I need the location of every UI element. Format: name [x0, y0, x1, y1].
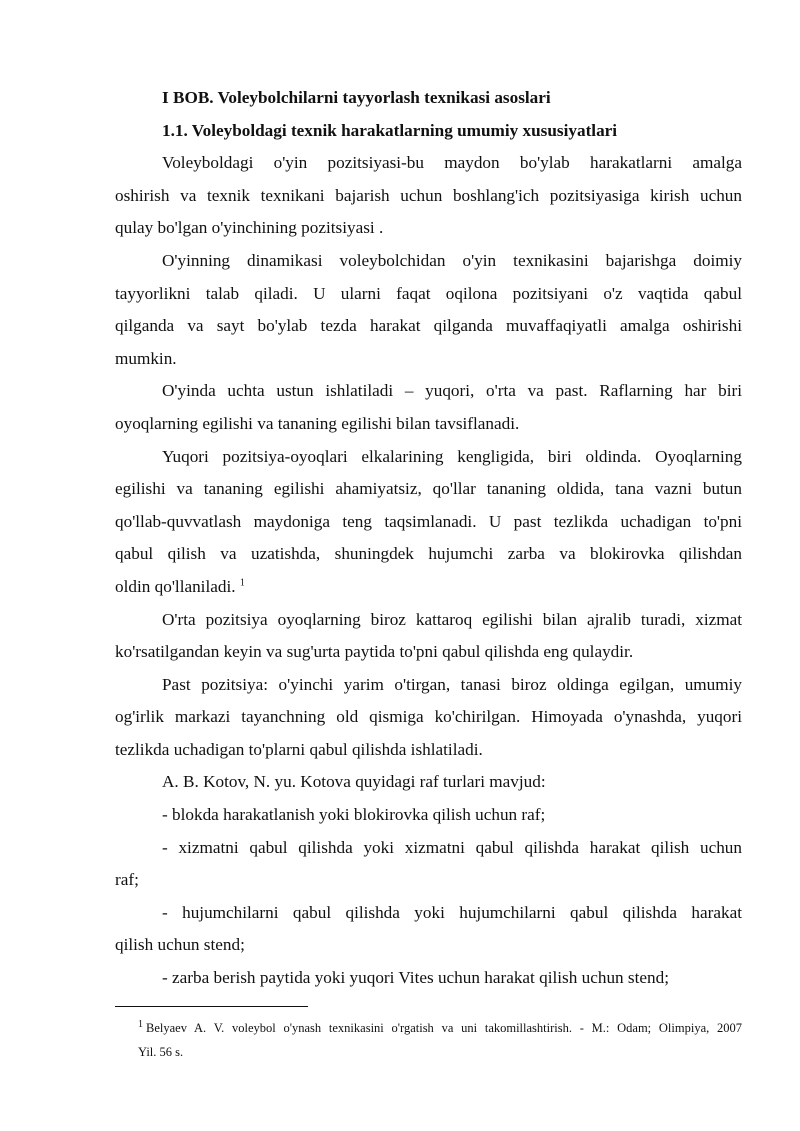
paragraph-line: [115, 604, 742, 637]
paragraph-text: qilganda va sayt bo'ylab tezda harakat qilganda muvaffaqiyatli amalga oshirishi: [115, 316, 742, 336]
footnote-line: [115, 1040, 742, 1064]
footnote-line: [115, 1016, 742, 1040]
paragraph-text: Yuqori pozitsiya-oyoqlari elkalarining kengligida, biri oldinda. Oyoqlarning: [162, 446, 742, 466]
paragraph-text: Past pozitsiya: o'yinchi yarim o'tirgan, tanasi biroz oldinga egilgan, umumiy: [162, 674, 742, 694]
paragraph-line: [115, 962, 742, 995]
paragraph-line: [115, 245, 742, 278]
paragraph-text: - zarba berish paytida yoki yuqori Vites uchun harakat qilish uchun stend;: [162, 968, 669, 988]
chapter-heading: I BOB. Voleybolchilarni tayyorlash texnikasi asoslari: [162, 88, 551, 107]
paragraph-text: ko'rsatilgandan keyin va sug'urta paytida to'pni qabul qilishda eng qulaydir.: [115, 642, 634, 662]
paragraph-line: [115, 180, 742, 213]
paragraph-line: [115, 147, 742, 180]
footnotes: [115, 1016, 742, 1064]
footnote-text: Yil. 56 s.: [138, 1045, 184, 1059]
paragraph-line: [115, 734, 742, 767]
paragraph-line: [115, 310, 742, 343]
paragraph-text: egilishi va tananing egilishi ahamiyatsiz, qo'llar tananing oldida, tana vazni butun: [115, 479, 742, 499]
footnote-text: Belyaev A. V. voleybol o'ynash texnikasini o'rgatish va uni takomillashtirish. - M.: Odam; Olimpiya, 2007: [146, 1021, 742, 1035]
paragraph-text: qabul qilish va uzatishda, shuningdek hujumchi zarba va blokirovka qilishdan: [115, 544, 742, 564]
paragraph-text: og'irlik markazi tayanchning old qismiga ko'chirilgan. Himoyada o'ynashda, yuqori: [115, 707, 742, 727]
paragraph-text: tezlikda uchadigan to'plarni qabul qilishda ishlatiladi.: [115, 739, 483, 759]
paragraph-line: [115, 669, 742, 702]
paragraph-line: [115, 441, 742, 474]
paragraph-line: [115, 506, 742, 539]
document-body: [115, 82, 742, 995]
paragraph-text: O'yinda uchta ustun ishlatiladi – yuqori, o'rta va past. Raflarning har biri: [162, 381, 742, 401]
paragraph-text: tayyorlikni talab qiladi. U ularni faqat oqilona pozitsiyani o'z vaqtida qabul: [115, 283, 742, 303]
footnote-separator: [115, 1006, 308, 1007]
paragraph-line: [115, 799, 742, 832]
paragraph-line: [115, 343, 742, 376]
paragraph-text: - blokda harakatlanish yoki blokirovka qilish uchun raf;: [162, 805, 546, 825]
paragraph-line: [115, 571, 742, 604]
paragraph-text: qo'llab-quvvatlash maydoniga teng taqsimlanadi. U past tezlikda uchadigan to'pni: [115, 511, 742, 531]
paragraph-line: [115, 408, 742, 441]
paragraph-line: [115, 636, 742, 669]
paragraph-line: [115, 929, 742, 962]
paragraph-text: mumkin.: [115, 348, 177, 368]
paragraphs: [115, 147, 742, 994]
footnote-reference: 1: [239, 577, 245, 589]
paragraph-text: oshirish va texnik texnikani bajarish uchun boshlang'ich pozitsiyasiga kirish uchun: [115, 185, 742, 205]
paragraph-text: oyoqlarning egilishi va tananing egilishi bilan tavsiflanadi.: [115, 413, 520, 433]
paragraph-line: [115, 832, 742, 865]
paragraph-line: [115, 375, 742, 408]
paragraph-text: A. B. Kotov, N. yu. Kotova quyidagi raf turlari mavjud:: [162, 772, 546, 792]
paragraph-text: qilish uchun stend;: [115, 935, 245, 955]
paragraph-text: qulay bo'lgan o'yinchining pozitsiyasi .: [115, 218, 384, 238]
paragraph-line: [115, 766, 742, 799]
section-heading: 1.1. Voleyboldagi texnik harakatlarning umumiy xususiyatlari: [162, 120, 618, 140]
paragraph-line: [115, 864, 742, 897]
paragraph-line: [115, 473, 742, 506]
paragraph-line: [115, 701, 742, 734]
paragraph-line: [115, 897, 742, 930]
paragraph-text: O'rta pozitsiya oyoqlarning biroz kattaroq egilishi bilan ajralib turadi, xizmat: [162, 609, 742, 629]
paragraph-text: Voleyboldagi o'yin pozitsiyasi-bu maydon bo'ylab harakatlarni amalga: [162, 153, 742, 173]
paragraph-text: oldin qo'llaniladi.: [115, 576, 240, 596]
paragraph-text: - hujumchilarni qabul qilishda yoki hujumchilarni qabul qilishda harakat: [162, 902, 742, 922]
paragraph-line: [115, 278, 742, 311]
paragraph-text: raf;: [115, 870, 139, 890]
paragraph-line: [115, 212, 742, 245]
footnote-number: 1: [138, 1018, 143, 1030]
paragraph-line: [115, 538, 742, 571]
paragraph-text: O'yinning dinamikasi voleybolchidan o'yin texnikasini bajarishga doimiy: [162, 250, 742, 270]
paragraph-text: - xizmatni qabul qilishda yoki xizmatni qabul qilishda harakat qilish uchun: [162, 837, 742, 857]
